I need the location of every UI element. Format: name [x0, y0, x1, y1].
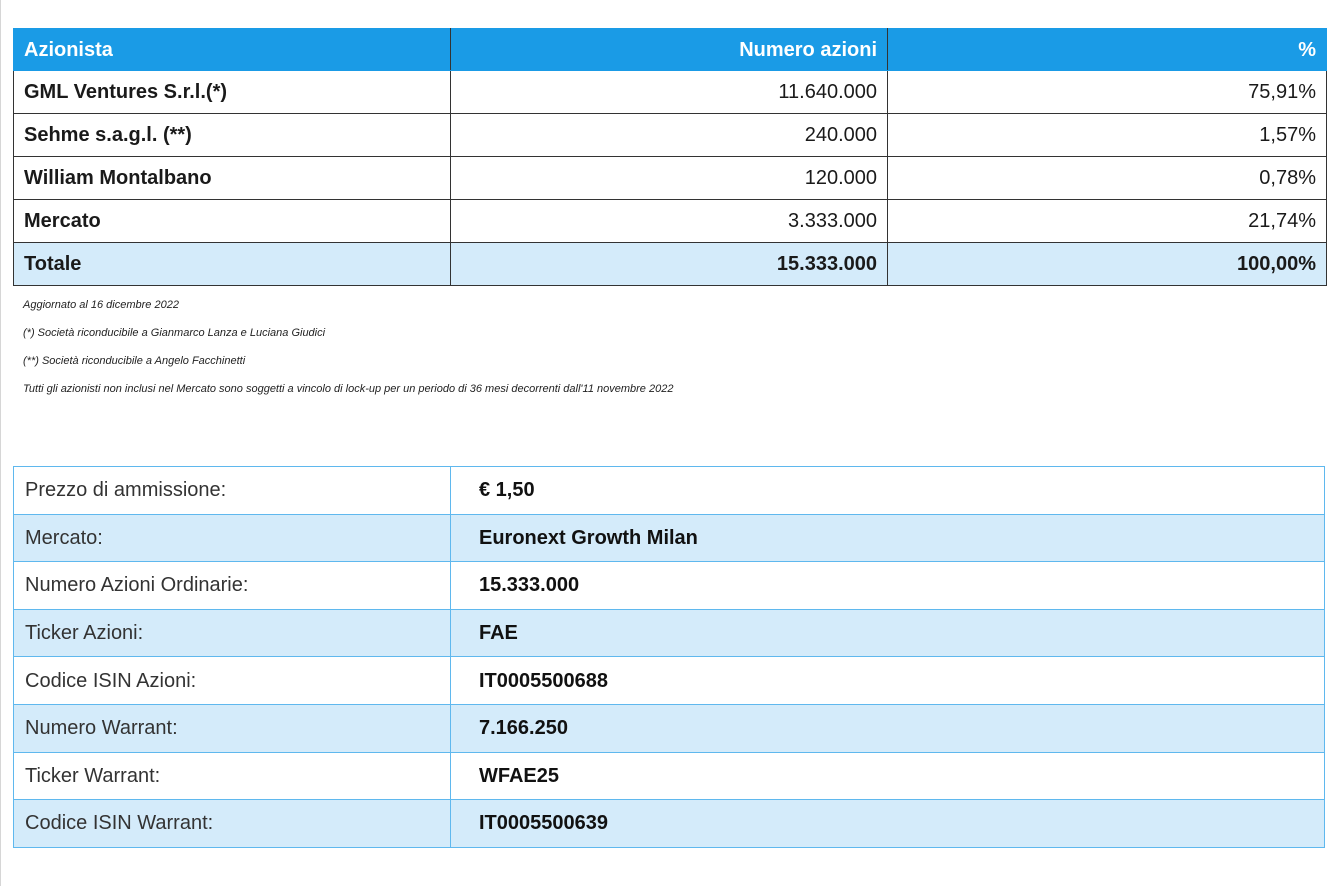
shareholder-name: William Montalbano: [14, 157, 451, 200]
total-row: [14, 243, 1327, 286]
shareholders-table: [13, 28, 1327, 286]
shareholder-percent: 21,74%: [888, 200, 1327, 243]
shareholder-name: Sehme s.a.g.l. (**): [14, 114, 451, 157]
info-label: Codice ISIN Warrant:: [14, 800, 451, 848]
header-shareholder: Azionista: [14, 29, 451, 71]
info-row: [14, 467, 1325, 515]
table-row: [14, 157, 1327, 200]
table-row: [14, 71, 1327, 114]
info-row: [14, 704, 1325, 752]
footnotes: [23, 298, 673, 410]
info-label: Numero Warrant:: [14, 704, 451, 752]
total-percent: 100,00%: [888, 243, 1327, 286]
footnote-1-prefix: (*) Società riconducibile a: [23, 327, 151, 339]
info-row: [14, 562, 1325, 610]
total-shares: 15.333.000: [451, 243, 888, 286]
footnote-1-names: Gianmarco Lanza e Luciana Giudici: [150, 327, 326, 339]
header-shares: Numero azioni: [451, 29, 888, 71]
shareholder-percent: 0,78%: [888, 157, 1327, 200]
table-header-row: [14, 29, 1327, 71]
footnote-1: [23, 326, 673, 354]
info-row: [14, 800, 1325, 848]
info-label: Mercato:: [14, 514, 451, 562]
info-label: Ticker Azioni:: [14, 609, 451, 657]
info-label: Ticker Warrant:: [14, 752, 451, 800]
lockup-note: Tutti gli azionisti non inclusi nel Mercato sono soggetti a vincolo di lock-up per un periodo di 36 mesi decorrenti dall'11 novembre 2022: [23, 383, 674, 395]
info-label: Prezzo di ammissione:: [14, 467, 451, 515]
shareholder-shares: 3.333.000: [451, 200, 888, 243]
footnote-2-prefix: (**) Società riconducibile a: [23, 355, 155, 367]
info-value: IT0005500688: [451, 657, 1325, 705]
info-row: [14, 752, 1325, 800]
shareholder-percent: 75,91%: [888, 71, 1327, 114]
info-value: IT0005500639: [451, 800, 1325, 848]
info-value: 7.166.250: [451, 704, 1325, 752]
info-value: FAE: [451, 609, 1325, 657]
info-label: Numero Azioni Ordinarie:: [14, 562, 451, 610]
info-value: WFAE25: [451, 752, 1325, 800]
info-label: Codice ISIN Azioni:: [14, 657, 451, 705]
updated-note: Aggiornato al 16 dicembre 2022: [23, 299, 179, 311]
header-percent: %: [888, 29, 1327, 71]
table-row: [14, 114, 1327, 157]
shareholder-shares: 11.640.000: [451, 71, 888, 114]
shareholder-percent: 1,57%: [888, 114, 1327, 157]
shareholder-shares: 240.000: [451, 114, 888, 157]
total-label: Totale: [14, 243, 451, 286]
table-row: [14, 200, 1327, 243]
info-value: Euronext Growth Milan: [451, 514, 1325, 562]
shareholder-shares: 120.000: [451, 157, 888, 200]
info-value: 15.333.000: [451, 562, 1325, 610]
info-row: [14, 609, 1325, 657]
listing-info-table: [13, 466, 1325, 848]
footnote-2-names: Angelo Facchinetti: [154, 355, 246, 367]
info-row: [14, 514, 1325, 562]
shareholder-name: GML Ventures S.r.l.(*): [14, 71, 451, 114]
info-row: [14, 657, 1325, 705]
footnote-2: [23, 354, 673, 382]
info-value: € 1,50: [451, 467, 1325, 515]
shareholder-name: Mercato: [14, 200, 451, 243]
